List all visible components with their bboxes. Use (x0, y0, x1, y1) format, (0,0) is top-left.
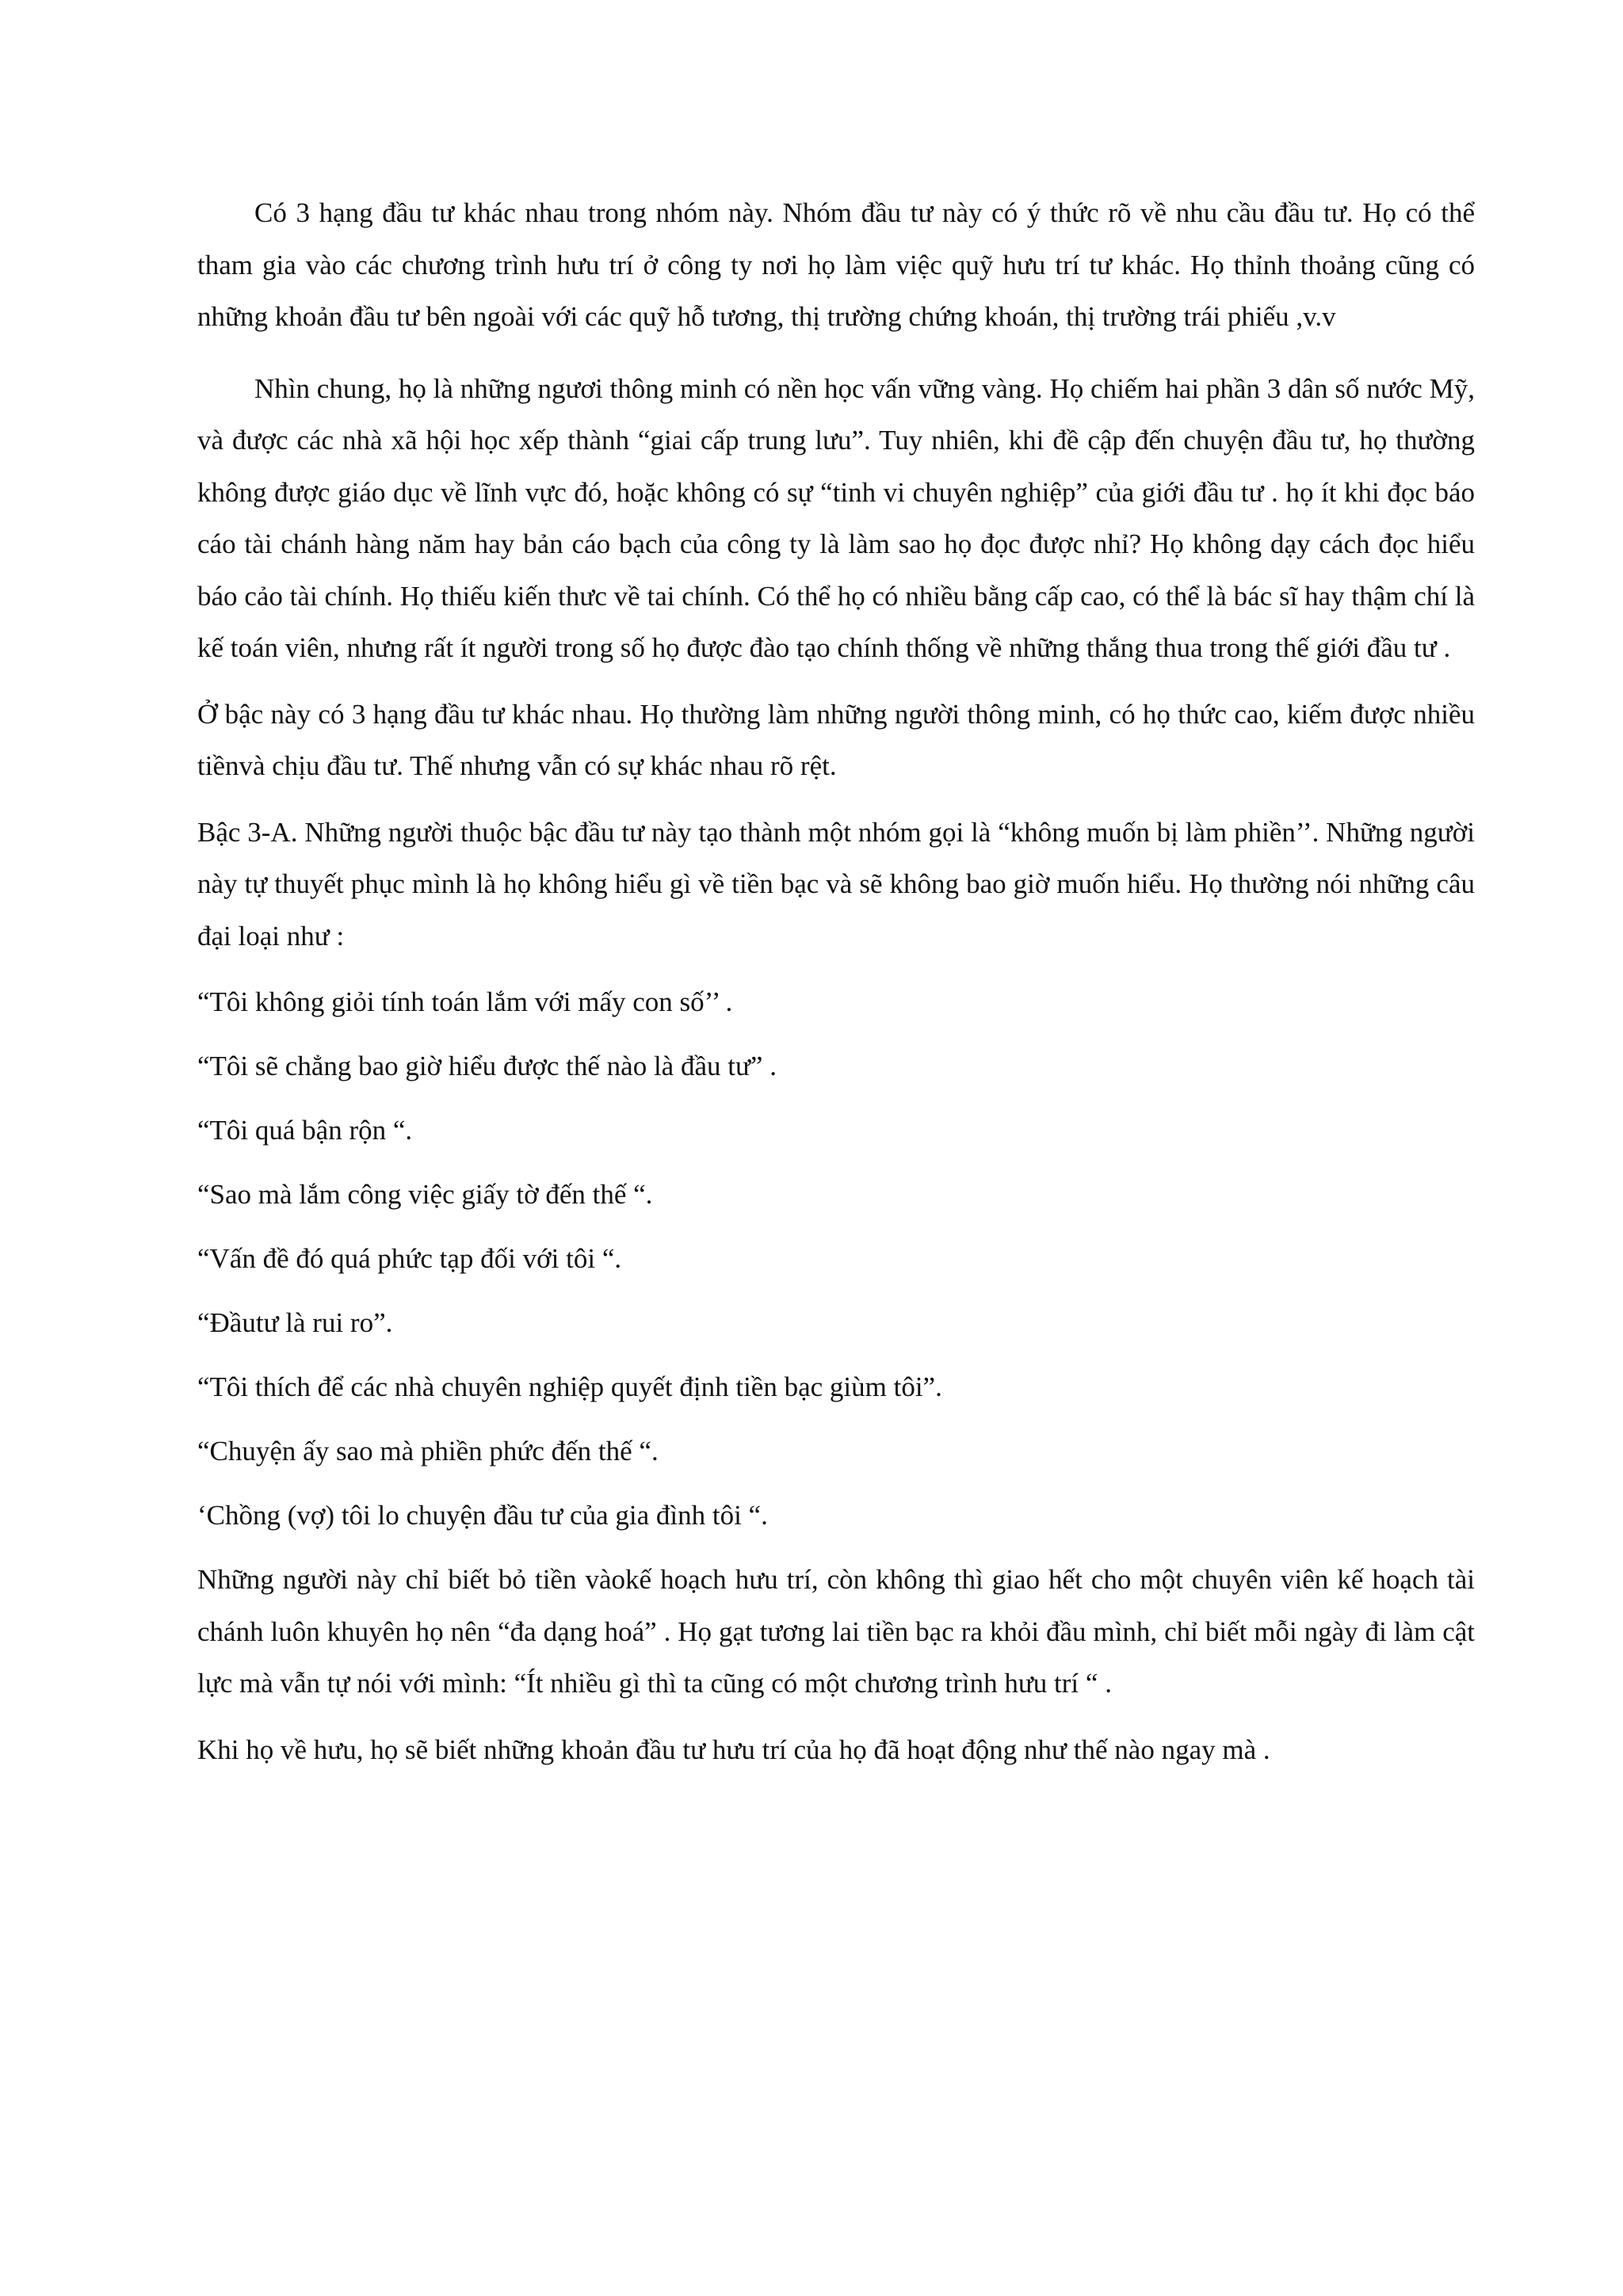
document-body (197, 187, 1475, 1775)
quote-list (197, 976, 1475, 1541)
paragraph-retirement-outcome: Khi họ về hưu, họ sẽ biết những khoản đầu tư hưu trí của họ đã hoạt động như thế nào ngay mà . (197, 1733, 1270, 1765)
paragraph-investor-classes: Có 3 hạng đầu tư khác nhau trong nhóm này. Nhóm đầu tư này có ý thức rõ về nhu cầu đầu tư. Họ có thể tham gia vào các chương trình hưu trí ở công ty nơi họ làm việc quỹ hưu trí tư khác. Họ thỉnh thoảng cũng có những khoản đầu tư bên ngoài với các quỹ hỗ tương, thị trường chứng khoán, thị trường trái phiếu ,v.v (197, 197, 1475, 332)
paragraph-level-3a: Bậc 3-A. Những người thuộc bậc đầu tư này tạo thành một nhóm gọi là “không muốn bị làm phiền’’. Những người này tự thuyết phục mình là họ không hiểu gì về tiền bạc và sẽ không bao giờ muốn hiểu. Họ thường nói những câu đại loại như : (197, 816, 1475, 952)
paragraph-overview: Nhìn chung, họ là những ngươi thông minh có nền học vấn vững vàng. Họ chiếm hai phần 3 dân số nước Mỹ, và được các nhà xã hội học xếp thành “giai cấp trung lưu”. Tuy nhiên, khi đề cập đến chuyện đầu tư, họ thường không được giáo dục về lĩnh vực đó, hoặc không có sự “tinh vi chuyên nghiệp” của giới đầu tư . họ ít khi đọc báo cáo tài chánh hàng năm hay bản cáo bạch của công ty là làm sao họ đọc được nhỉ? Họ không dạy cách đọc hiểu báo cảo tài chính. Họ thiếu kiến thưc về tai chính. Có thể họ có nhiều bằng cấp cao, có thể là bác sĩ hay thậm chí là kế toán viên, nhưng rất ít người trong số họ được đào tạo chính thống về những thắng thua trong thế giới đầu tư . (197, 372, 1475, 663)
quote-line: “Chuyện ấy sao mà phiền phức đến thế “. (197, 1436, 659, 1466)
quote-line: “Tôi sẽ chẳng bao giờ hiểu được thế nào là đầu tư” . (197, 1051, 777, 1081)
quote-line: “Tôi thích để các nhà chuyên nghiệp quyết định tiền bạc giùm tôi”. (197, 1371, 942, 1402)
paragraph-retirement-plan: Những người này chỉ biết bỏ tiền vàokế hoạch hưu trí, còn không thì giao hết cho một chuyên viên kế hoạch tài chánh luôn khuyên họ nên “đa dạng hoá” . Họ gạt tương lai tiền bạc ra khỏi đầu mình, chỉ biết mỗi ngày đi làm cật lực mà vẫn tự nói với mình: “Ít nhiều gì thì ta cũng có một chương trình hưu trí “ . (197, 1564, 1475, 1699)
quote-line: “Tôi quá bận rộn “. (197, 1115, 413, 1146)
quote-line: “Vấn đề đó quá phức tạp đối với tôi “. (197, 1243, 622, 1274)
quote-line: “Tôi không giỏi tính toán lắm với mấy con số’’ . (197, 986, 733, 1017)
paragraph-level-summary: Ở bậc này có 3 hạng đầu tư khác nhau. Họ thường làm những người thông minh, có họ thức cao, kiếm được nhiều tiềnvà chịu đầu tư. Thế nhưng vẫn có sự khác nhau rõ rệt. (197, 698, 1475, 781)
quote-line: “Đầutư là rui ro”. (197, 1307, 393, 1338)
quote-line: “Sao mà lắm công việc giấy tờ đến thế “. (197, 1179, 653, 1210)
quote-line: ‘Chồng (vợ) tôi lo chuyện đầu tư của gia đình tôi “. (197, 1500, 768, 1531)
